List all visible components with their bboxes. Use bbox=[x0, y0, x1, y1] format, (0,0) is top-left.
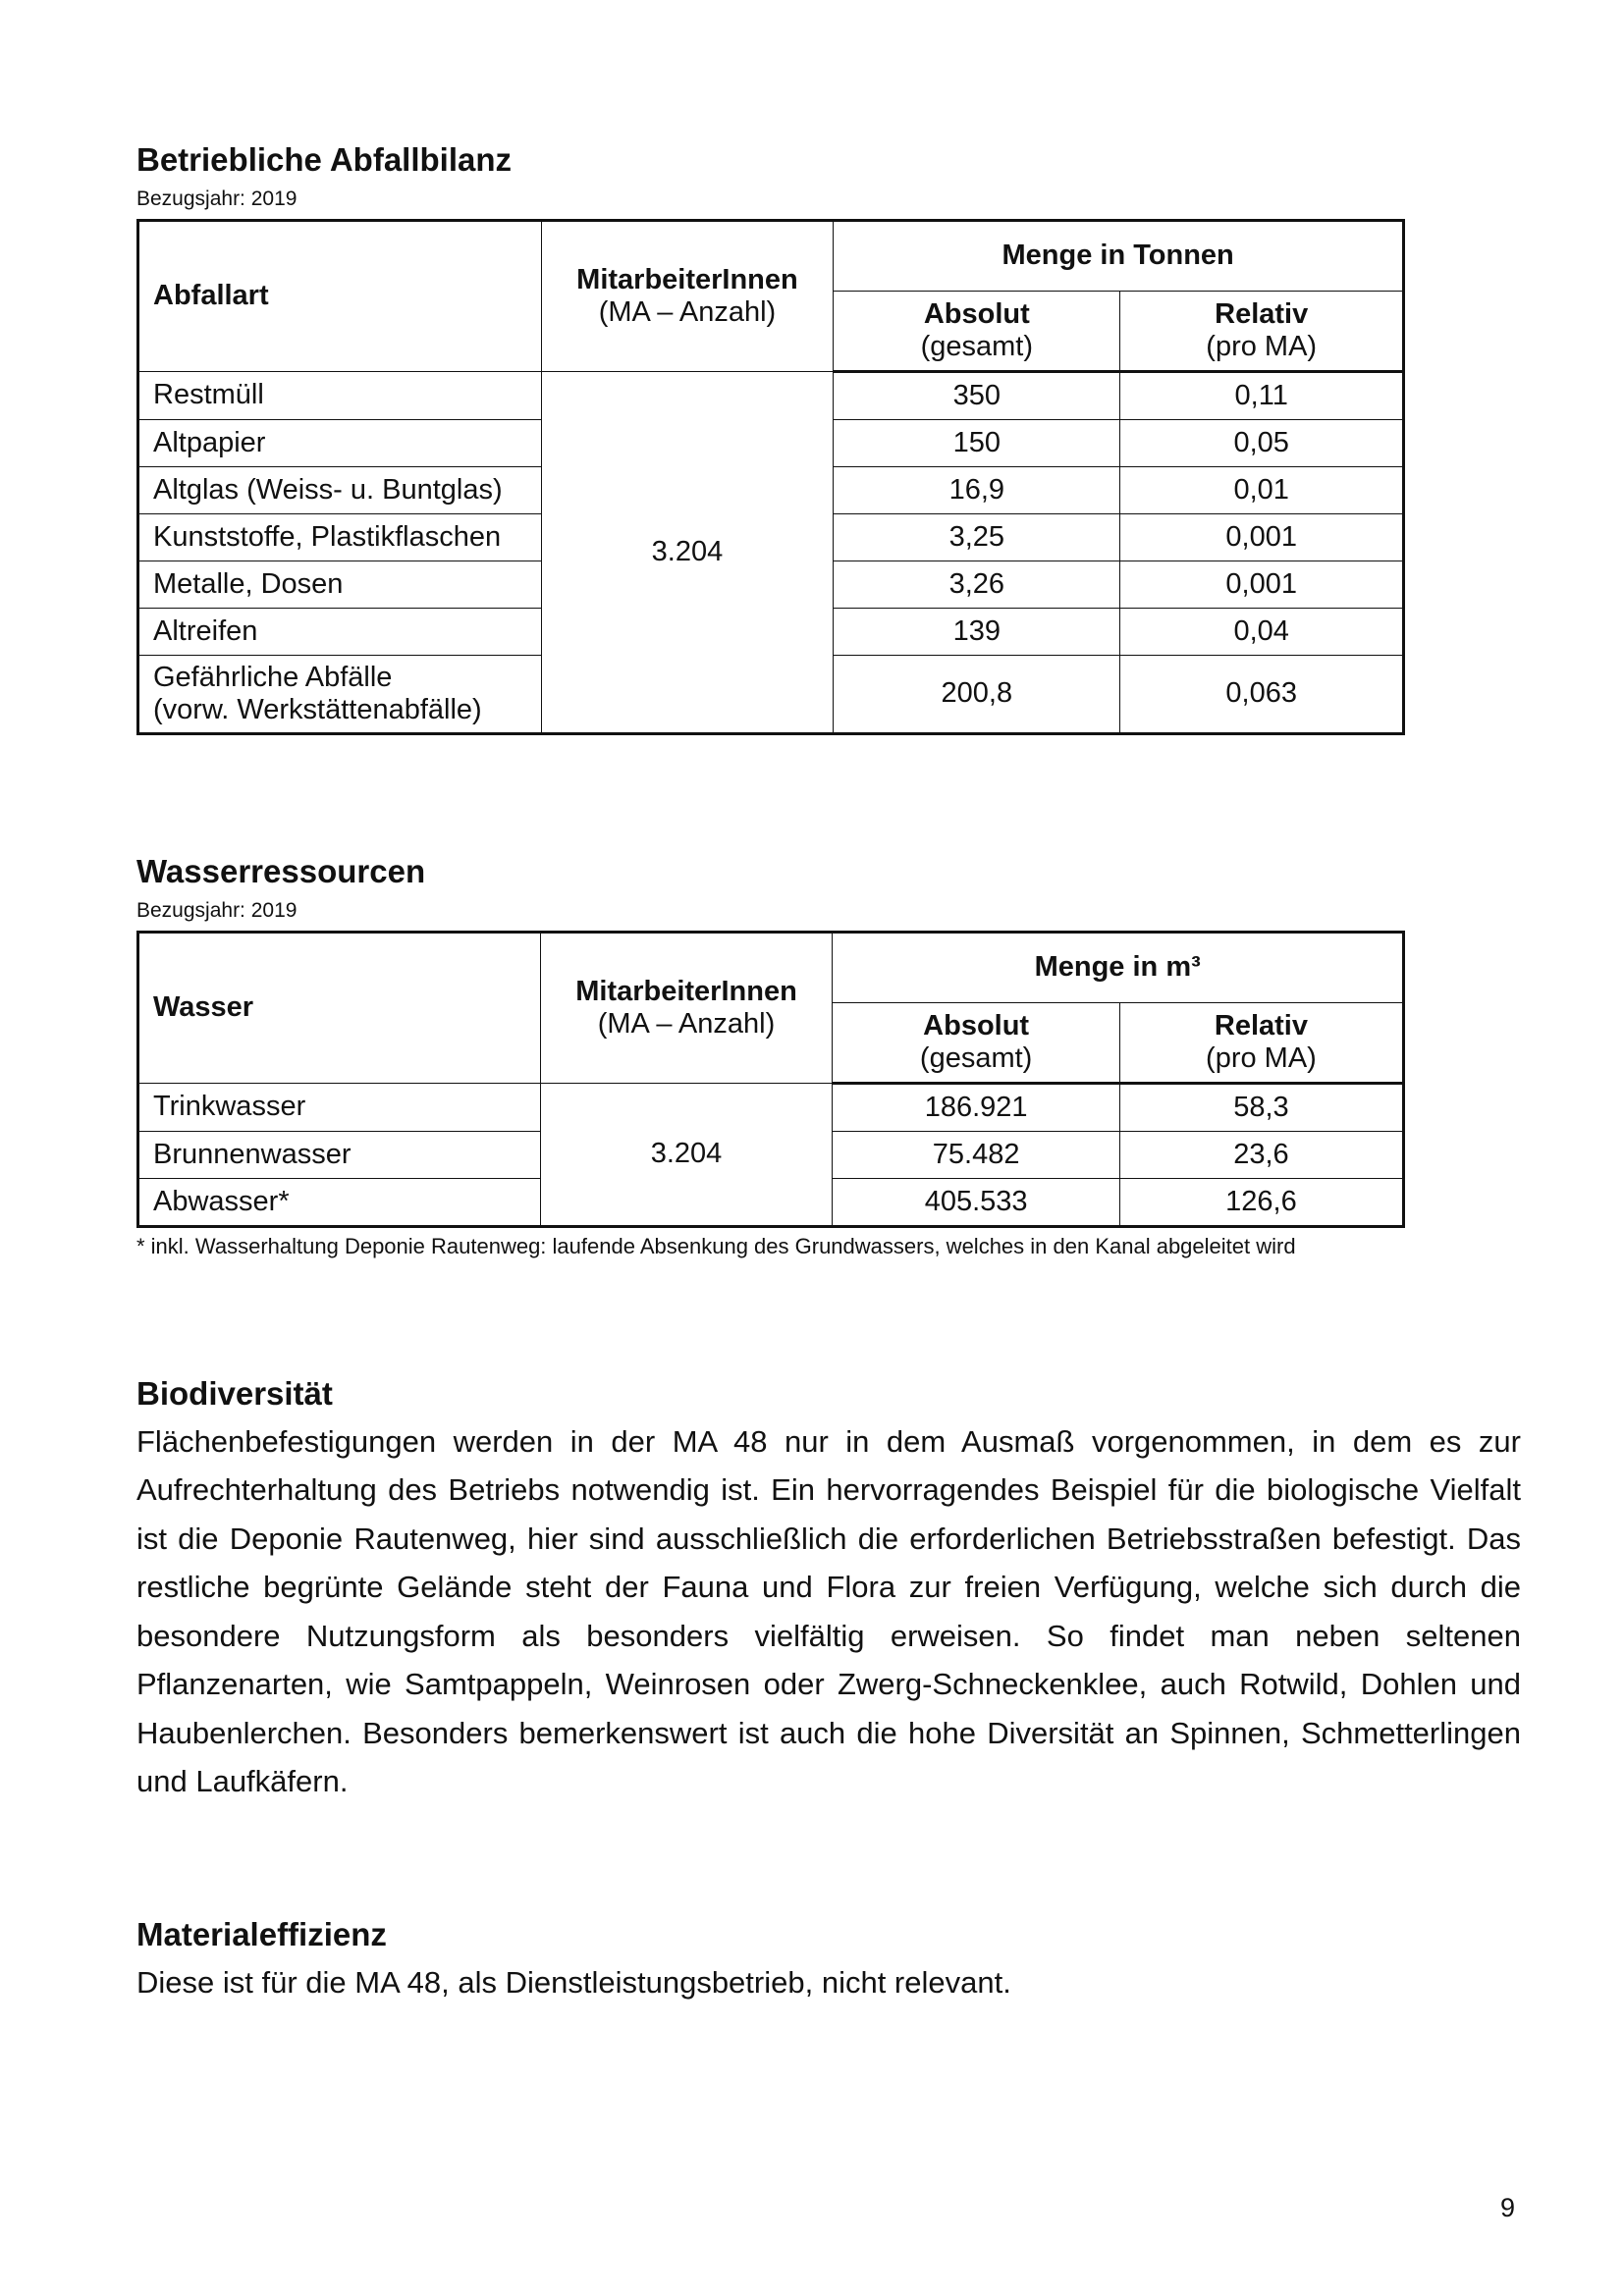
water-header-employees-sub: (MA – Anzahl) bbox=[597, 1007, 776, 1040]
water-row-name: Brunnenwasser bbox=[138, 1131, 541, 1178]
water-header-employees-label: MitarbeiterInnen bbox=[575, 975, 797, 1007]
water-year: Bezugsjahr: 2019 bbox=[136, 898, 298, 922]
water-row-absolute: 405.533 bbox=[833, 1178, 1120, 1226]
waste-row-relative: 0,01 bbox=[1120, 466, 1404, 513]
waste-header-relative bbox=[1120, 291, 1404, 371]
waste-header-absolute-label: Absolut bbox=[923, 297, 1030, 330]
water-table bbox=[136, 931, 1405, 1228]
waste-title: Betriebliche Abfallbilanz bbox=[136, 141, 513, 178]
water-employees-count: 3.204 bbox=[540, 1083, 833, 1226]
waste-row-name-line2: (vorw. Werkstättenabfälle) bbox=[153, 693, 482, 725]
water-footnote: * inkl. Wasserhaltung Deponie Rautenweg: laufende Absenkung des Grundwassers, welches in den Kanal abgeleitet wird bbox=[136, 1233, 1296, 1258]
waste-row-absolute: 16,9 bbox=[834, 466, 1120, 513]
waste-row-name: Altreifen bbox=[138, 608, 542, 655]
water-header-relative-label: Relativ bbox=[1214, 1009, 1308, 1041]
waste-row-relative: 0,001 bbox=[1120, 513, 1404, 561]
table-row bbox=[138, 1083, 1404, 1131]
waste-section bbox=[136, 140, 1405, 735]
material-text: Diese ist für die MA 48, als Dienstleistungsbetrieb, nicht relevant. bbox=[136, 1964, 1011, 2000]
water-row-relative: 23,6 bbox=[1119, 1131, 1403, 1178]
waste-header-employees-sub: (MA – Anzahl) bbox=[598, 295, 777, 328]
waste-row-name: Restmüll bbox=[138, 371, 542, 419]
water-header-relative bbox=[1119, 1002, 1403, 1083]
water-header-group: Menge in m³ bbox=[833, 932, 1404, 1002]
waste-header-group: Menge in Tonnen bbox=[834, 220, 1404, 291]
waste-row-name-line1: Gefährliche Abfälle bbox=[153, 661, 393, 693]
waste-header-absolute bbox=[834, 291, 1120, 371]
waste-row-absolute: 139 bbox=[834, 608, 1120, 655]
waste-row-relative: 0,05 bbox=[1120, 419, 1404, 466]
water-header-employees bbox=[540, 932, 833, 1083]
waste-row-name: Altpapier bbox=[138, 419, 542, 466]
waste-row-name: Kunststoffe, Plastikflaschen bbox=[138, 513, 542, 561]
waste-row-name bbox=[138, 655, 542, 733]
biodiversity-title: Biodiversität bbox=[136, 1375, 333, 1412]
waste-row-name: Metalle, Dosen bbox=[138, 561, 542, 608]
waste-row-absolute: 3,26 bbox=[834, 561, 1120, 608]
water-header-type: Wasser bbox=[138, 932, 541, 1083]
water-row-absolute: 186.921 bbox=[833, 1083, 1120, 1131]
water-row-name: Trinkwasser bbox=[138, 1083, 541, 1131]
waste-row-relative: 0,001 bbox=[1120, 561, 1404, 608]
waste-row-relative: 0,063 bbox=[1120, 655, 1404, 733]
waste-employees-count: 3.204 bbox=[541, 371, 834, 733]
biodiversity-text: Flächenbefestigungen werden in der MA 48 nur in dem Ausmaß vorgenommen, in dem es zur Aufrechterhaltung des Betriebs notwendig ist. Ein hervorragendes Beispiel für die biologische Vielfalt ist die Deponie Rautenweg, hier sind ausschließlich die erforderlichen Betriebsstraßen befestigt. Das restliche begrünte Gelände steht der Fauna und Flora zur freien Verfügung, welche sich durch die besondere Nutzungsform als besonders vielfältig erweisen. So findet man neben seltenen Pflanzenarten, wie Samtpappeln, Weinrosen oder Zwerg-Schneckenklee, auch Rotwild, Dohlen und Haubenlerchen. Besonders bemerkenswert ist auch die hohe Diversität an Spinnen, Schmetterlingen und Laufkäfern. bbox=[136, 1423, 1521, 1799]
waste-row-relative: 0,11 bbox=[1120, 371, 1404, 419]
waste-row-absolute: 150 bbox=[834, 419, 1120, 466]
waste-row-absolute: 200,8 bbox=[834, 655, 1120, 733]
material-section bbox=[136, 1915, 1521, 2006]
page-number: 9 bbox=[1500, 2193, 1516, 2222]
water-header-absolute-label: Absolut bbox=[923, 1009, 1030, 1041]
waste-year: Bezugsjahr: 2019 bbox=[136, 187, 298, 210]
biodiversity-section bbox=[136, 1374, 1521, 1806]
waste-row-relative: 0,04 bbox=[1120, 608, 1404, 655]
waste-header-relative-label: Relativ bbox=[1215, 297, 1309, 330]
material-title: Materialeffizienz bbox=[136, 1916, 387, 1952]
table-row bbox=[138, 371, 1404, 419]
water-row-absolute: 75.482 bbox=[833, 1131, 1120, 1178]
waste-row-absolute: 3,25 bbox=[834, 513, 1120, 561]
water-row-name: Abwasser* bbox=[138, 1178, 541, 1226]
water-section bbox=[136, 852, 1405, 1259]
waste-header-type: Abfallart bbox=[138, 220, 542, 371]
waste-row-absolute: 350 bbox=[834, 371, 1120, 419]
waste-header-employees bbox=[541, 220, 834, 371]
water-title: Wasserressourcen bbox=[136, 853, 426, 889]
water-row-relative: 58,3 bbox=[1119, 1083, 1403, 1131]
water-header-absolute-sub: (gesamt) bbox=[919, 1041, 1033, 1074]
waste-row-name: Altglas (Weiss- u. Buntglas) bbox=[138, 466, 542, 513]
water-header-absolute bbox=[833, 1002, 1120, 1083]
waste-table bbox=[136, 219, 1405, 735]
water-header-relative-sub: (pro MA) bbox=[1206, 1041, 1317, 1074]
waste-header-employees-label: MitarbeiterInnen bbox=[576, 263, 798, 295]
water-row-relative: 126,6 bbox=[1119, 1178, 1403, 1226]
waste-header-relative-sub: (pro MA) bbox=[1206, 330, 1318, 362]
waste-header-absolute-sub: (gesamt) bbox=[920, 330, 1034, 362]
